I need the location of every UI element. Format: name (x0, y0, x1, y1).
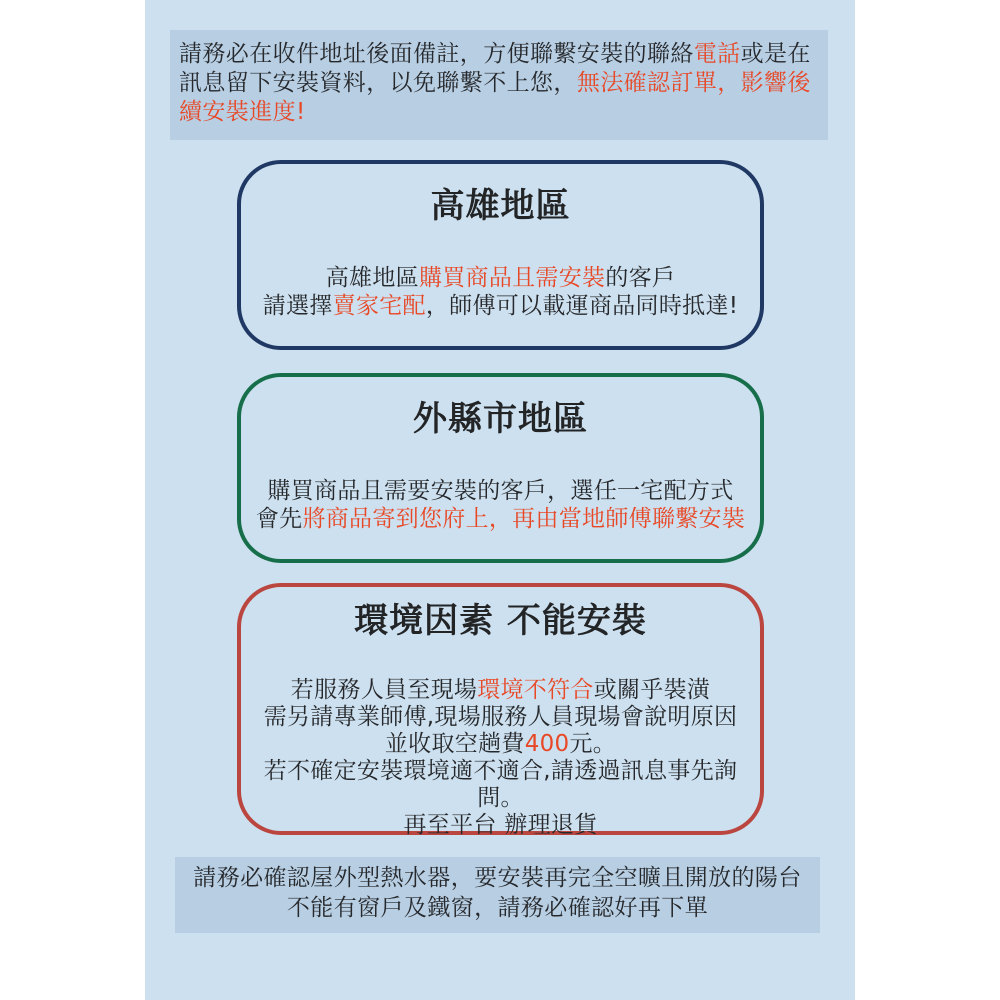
bottom-notice-line-1: 請務必確認屋外型熱水器，要安裝再完全空曠且開放的陽台 (193, 865, 802, 891)
environment-body-line-2: 需另請專業師傅,現場服務人員現場會說明原因 (263, 704, 738, 730)
environment-body-line-4: 若不確定安裝環境適不適合,請透過訊息事先詢問。 (263, 758, 738, 811)
environment-box-body (241, 677, 760, 839)
top-notice-panel (170, 30, 828, 140)
environment-line1-black-2: 或關乎裝潢 (593, 677, 711, 703)
environment-line1-red: 環境不符合 (477, 677, 594, 703)
kaohsiung-line2-red: 賣家宅配 (332, 293, 426, 319)
top-notice-text-black-2: 或是在訊息留下安裝資料，以免聯繫不上您， (179, 41, 811, 96)
environment-line3-red-fee: 400 (524, 731, 570, 757)
outer-county-line2-red: 將商品寄到您府上，再由當地師傅聯繫安裝 (302, 506, 746, 532)
bottom-notice-panel (175, 857, 820, 933)
kaohsiung-body-line-1 (241, 264, 760, 292)
environment-body-line-3 (241, 731, 760, 758)
outer-county-body-line-1: 購買商品且需要安裝的客戶，選任一宅配方式 (267, 478, 734, 504)
bottom-notice-line-2: 不能有窗戶及鐵窗，請務必確認好再下單 (286, 895, 709, 921)
environment-line3-black-2: 元。 (569, 731, 617, 757)
kaohsiung-line1-black-2: 的客戶 (605, 265, 676, 291)
top-notice-text-red-warning: 無法確認訂單，影響後續安裝進度! (179, 70, 811, 125)
kaohsiung-body-line-2 (241, 292, 760, 320)
outer-county-line2-black: 會先 (255, 506, 303, 532)
environment-line1-black: 若服務人員至現場 (290, 677, 478, 703)
outer-county-box-body (241, 477, 760, 533)
kaohsiung-area-box (237, 160, 764, 350)
kaohsiung-line1-black: 高雄地區 (325, 265, 419, 291)
kaohsiung-line1-red: 購買商品且需安裝 (418, 265, 606, 291)
outer-county-box-title: 外縣市地區 (413, 399, 588, 439)
environment-factors-box (237, 583, 764, 838)
environment-line3-black: 並收取空趟費 (384, 731, 525, 757)
environment-body-line-1 (241, 677, 760, 704)
kaohsiung-line2-black: 請選擇 (262, 293, 333, 319)
environment-box-title: 環境因素 不能安裝 (354, 601, 647, 641)
outer-county-area-box (237, 373, 764, 563)
kaohsiung-box-body (241, 264, 760, 320)
top-notice-text-red-phone: 電話 (693, 41, 741, 67)
kaohsiung-box-title: 高雄地區 (430, 186, 571, 226)
environment-body-line-5: 再至平台 辦理退貨 (403, 812, 598, 838)
kaohsiung-line2-black-2: ，師傅可以載運商品同時抵達! (425, 293, 739, 319)
top-notice-text-black-1: 請務必在收件地址後面備註，方便聯繫安裝的聯絡 (179, 41, 694, 67)
outer-county-body-line-2 (241, 505, 760, 533)
